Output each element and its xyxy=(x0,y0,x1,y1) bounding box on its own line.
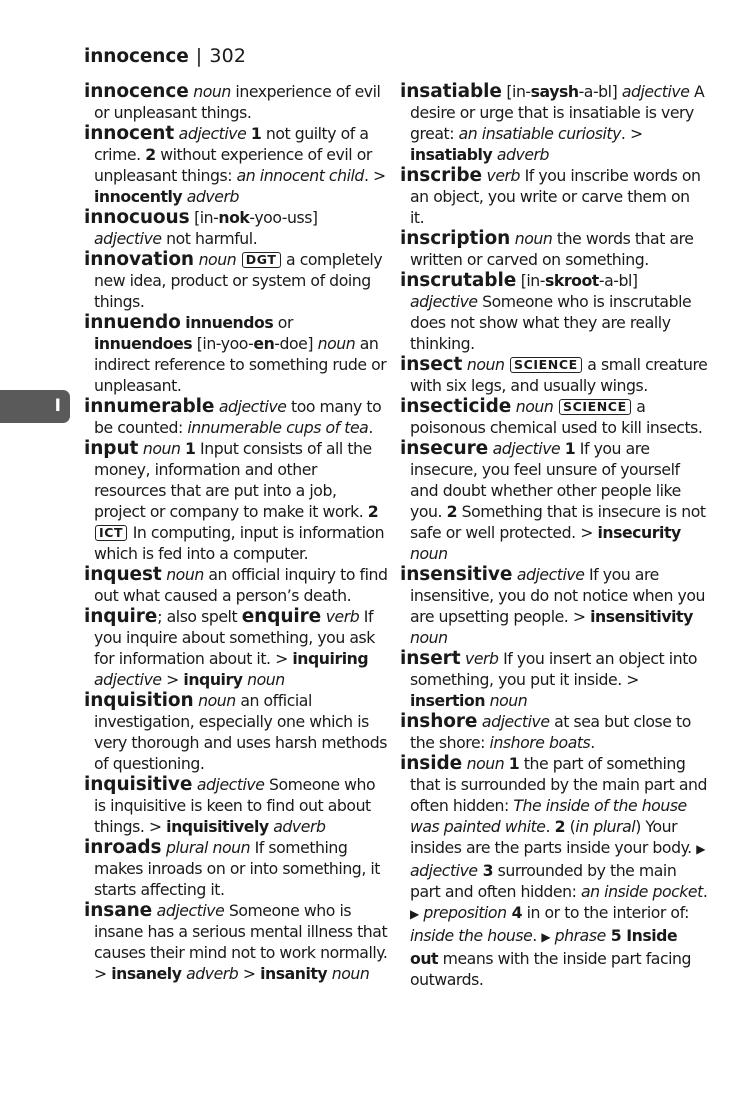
derivative: inquiring xyxy=(292,649,369,668)
sense-number: 1 xyxy=(508,754,520,773)
derivative: insertion xyxy=(410,691,486,710)
part-of-speech: adjective xyxy=(410,292,478,311)
part-of-speech: adjective xyxy=(156,901,225,920)
part-of-speech: verb xyxy=(325,607,360,626)
part-of-speech: noun xyxy=(466,355,505,374)
pronunciation: [in-nok-yoo-uss] xyxy=(194,208,318,227)
derivative-arrow: > xyxy=(270,649,293,668)
entry-insect xyxy=(400,354,708,396)
triangle-marker-icon: ▶ xyxy=(541,930,551,944)
variant-spelling: enquire xyxy=(241,606,322,627)
entry-insecticide xyxy=(400,396,708,438)
entry-innocence xyxy=(84,81,389,123)
part-of-speech: adverb xyxy=(186,964,239,983)
example: an insatiable curiosity xyxy=(458,124,621,143)
part-of-speech: adjective xyxy=(94,670,162,689)
derivative-arrow: > xyxy=(568,607,591,626)
entry-insane xyxy=(84,900,389,984)
headword: inroads xyxy=(84,837,162,858)
triangle-marker-icon: ▶ xyxy=(410,907,419,921)
headword: insensitive xyxy=(400,564,513,585)
part-of-speech: noun xyxy=(410,628,448,647)
punctuation: . xyxy=(590,733,595,752)
definition: not guilty of a crime. xyxy=(94,124,369,164)
sense-number: 1 xyxy=(185,439,196,458)
derivative: inquisitively xyxy=(166,817,269,836)
headword: innovation xyxy=(84,249,195,270)
sense-number: 2 xyxy=(145,145,156,164)
part-of-speech: adjective xyxy=(178,124,247,143)
definition: If you are insecure, you feel unsure of yourself and doubt whether other people like you. xyxy=(410,439,681,521)
or-text: or xyxy=(273,313,293,332)
derivative: insanity xyxy=(260,964,328,983)
derivative: insanely xyxy=(111,964,182,983)
punctuation: . xyxy=(363,166,369,185)
headword: inscrutable xyxy=(400,270,517,291)
part-of-speech: noun xyxy=(247,670,285,689)
definition: an official investigation, especially one which is very thorough and uses harsh methods of questioning. xyxy=(94,691,387,773)
headword: inquisitive xyxy=(84,774,193,795)
derivative: insatiably xyxy=(410,145,493,164)
definition: If something makes inroads on or into something, it starts affecting it. xyxy=(94,838,381,899)
entry-inquire xyxy=(84,606,389,690)
definition: at sea but close to the shore: xyxy=(410,712,691,752)
subject-label-dgt: DGT xyxy=(242,252,281,268)
definition: If you insert an object into something, you put it inside. xyxy=(410,649,698,689)
headword: insecure xyxy=(400,438,489,459)
definition: a completely new idea, product or system of doing things. xyxy=(94,250,383,311)
definition: Something that is insecure is not safe or well protected. xyxy=(410,502,706,542)
definition: If you inquire about something, you ask for information about it. xyxy=(94,607,375,668)
pronunciation: [in-saysh-a-bl] xyxy=(506,82,618,101)
derivative: insecurity xyxy=(597,523,681,542)
grammar-note: in plural xyxy=(575,817,636,836)
entry-inscrutable xyxy=(400,270,708,354)
definition: the part of something that is surrounded by the main part and often hidden: xyxy=(410,754,708,815)
definition: surrounded by the main part and often hidden: xyxy=(410,861,677,901)
thumb-index-tab: I xyxy=(0,390,70,423)
definition: Input consists of all the money, information and other resources that are put into a job, project or company to make it work. xyxy=(94,439,372,521)
definition: the words that are written or carved on something. xyxy=(410,229,694,269)
example: an inside pocket xyxy=(580,882,703,901)
part-of-speech: noun xyxy=(166,565,204,584)
subject-label-ict: ICT xyxy=(95,525,127,541)
sense-number: 2 xyxy=(554,817,566,836)
derivative: inquiry xyxy=(183,670,243,689)
entry-insert xyxy=(400,648,708,711)
definition: a poisonous chemical used to kill insects. xyxy=(410,397,703,437)
part-of-speech: adjective xyxy=(410,861,478,880)
definition: in or to the interior of: xyxy=(522,903,689,922)
headword: insane xyxy=(84,900,153,921)
headword: inshore xyxy=(400,711,478,732)
headword: insatiable xyxy=(400,81,502,102)
headword: innuendo xyxy=(84,312,181,333)
example: an innocent child xyxy=(236,166,364,185)
left-column xyxy=(84,81,389,984)
entry-inroads xyxy=(84,837,389,900)
part-of-speech: adjective xyxy=(492,439,561,458)
headword: insect xyxy=(400,354,463,375)
punctuation: . xyxy=(702,882,708,901)
entry-insensitive xyxy=(400,564,708,648)
entry-inscription xyxy=(400,228,708,270)
headword: insert xyxy=(400,648,461,669)
definition: means with the inside part facing outwards. xyxy=(410,949,692,989)
entry-inscribe xyxy=(400,165,708,228)
definition: Someone who is inquisitive is keen to find out about things. xyxy=(94,775,376,836)
part-of-speech: noun xyxy=(514,229,553,248)
punctuation: ( xyxy=(565,817,576,836)
entry-inquisitive xyxy=(84,774,389,837)
example: inshore boats xyxy=(489,733,591,752)
headword: inquire xyxy=(84,606,158,627)
derivative-arrow: > xyxy=(238,964,261,983)
definition: inexperience of evil or unpleasant things. xyxy=(94,82,381,122)
entry-inside xyxy=(400,753,708,990)
headword: insecticide xyxy=(400,396,512,417)
example: The inside of the house was painted white xyxy=(410,796,687,836)
phrase: Inside out xyxy=(410,926,678,968)
sense-number: 1 xyxy=(250,124,262,143)
entry-input xyxy=(84,438,389,564)
sense-number: 3 xyxy=(477,861,494,880)
definition: Someone who is inscrutable does not show what they are really thinking. xyxy=(410,292,692,353)
part-of-speech: adverb xyxy=(496,145,550,164)
entry-insecure xyxy=(400,438,708,564)
derivative-arrow: > xyxy=(94,964,112,983)
part-of-speech: noun xyxy=(410,544,448,563)
derivative-arrow: > xyxy=(621,670,639,689)
entry-innocuous xyxy=(84,207,389,249)
page-number: 302 xyxy=(209,45,247,67)
definition: an official inquiry to find out what caused a person’s death. xyxy=(94,565,388,605)
definition: without experience of evil or unpleasant things: xyxy=(94,145,372,185)
part-of-speech: noun xyxy=(489,691,528,710)
plural-form: innuendos xyxy=(185,313,274,332)
entry-inshore xyxy=(400,711,708,753)
triangle-marker-icon: ▶ xyxy=(696,842,706,856)
part-of-speech: verb xyxy=(486,166,521,185)
sense-number: 4 xyxy=(506,903,523,922)
part-of-speech: adjective xyxy=(196,775,265,794)
entry-innumerable xyxy=(84,396,389,438)
headword: innocent xyxy=(84,123,175,144)
headword: inscribe xyxy=(400,165,482,186)
definition: too many to be counted: xyxy=(94,397,382,437)
definition: Your insides are the parts inside your body. xyxy=(410,817,697,857)
part-of-speech: verb xyxy=(464,649,499,668)
entry-insatiable xyxy=(400,81,708,165)
sense-number: 5 xyxy=(605,926,622,945)
definition: If you are insensitive, you do not notice when you are upsetting people. xyxy=(410,565,705,626)
headword: innocuous xyxy=(84,207,190,228)
part-of-speech: noun xyxy=(198,250,237,269)
entry-innocent xyxy=(84,123,389,207)
pronunciation: [in-yoo-en-doe] xyxy=(196,334,314,353)
pronunciation: [in-skroot-a-bl] xyxy=(520,271,638,290)
punctuation: . xyxy=(532,926,542,945)
subject-label-science: SCIENCE xyxy=(510,357,582,373)
part-of-speech: noun xyxy=(142,439,181,458)
punctuation: ) xyxy=(635,817,646,836)
example: inside the house xyxy=(410,926,533,945)
derivative-arrow: > xyxy=(144,817,167,836)
part-of-speech: adverb xyxy=(273,817,326,836)
definition: Someone who is insane has a serious mental illness that causes their mind not to work normally. xyxy=(94,901,388,962)
part-of-speech: adverb xyxy=(186,187,239,206)
headword: inside xyxy=(400,753,463,774)
entry-inquest xyxy=(84,564,389,606)
part-of-speech: noun xyxy=(466,754,505,773)
part-of-speech: noun xyxy=(331,964,370,983)
part-of-speech: adjective xyxy=(481,712,550,731)
entry-innovation xyxy=(84,249,389,312)
entry-innuendo xyxy=(84,312,389,396)
headword: inquest xyxy=(84,564,162,585)
part-of-speech: preposition xyxy=(418,903,507,922)
part-of-speech: adjective xyxy=(516,565,585,584)
part-of-speech: adjective xyxy=(94,229,162,248)
derivative-arrow: > xyxy=(625,124,643,143)
headword: input xyxy=(84,438,139,459)
definition: a small creature with six legs, and usually wings. xyxy=(410,355,708,395)
derivative: insensitivity xyxy=(590,607,693,626)
part-of-speech: adjective xyxy=(621,82,690,101)
running-headword: innocence xyxy=(84,46,189,67)
right-column xyxy=(400,81,708,990)
part-of-speech: noun xyxy=(193,82,231,101)
entry-inquisition xyxy=(84,690,389,774)
part-of-speech: noun xyxy=(198,691,236,710)
subject-label-science: SCIENCE xyxy=(559,399,631,415)
headword: innumerable xyxy=(84,396,215,417)
sense-number: 2 xyxy=(367,502,379,521)
part-of-speech: plural noun xyxy=(165,838,251,857)
definition: If you inscribe words on an object, you write or carve them on it. xyxy=(410,166,701,227)
derivative: innocently xyxy=(94,187,183,206)
punctuation: . xyxy=(620,124,626,143)
sense-number: 2 xyxy=(446,502,458,521)
also-spelt-text: ; also spelt xyxy=(157,607,242,626)
definition: A desire or urge that is insatiable is very great: xyxy=(410,82,705,143)
part-of-speech: adjective xyxy=(218,397,287,416)
example: innumerable cups of tea xyxy=(187,418,369,437)
running-separator: | xyxy=(195,45,203,67)
definition: not harmful. xyxy=(161,229,258,248)
punctuation: . xyxy=(368,418,373,437)
part-of-speech: noun xyxy=(317,334,356,353)
sense-number: 1 xyxy=(564,439,576,458)
punctuation: . xyxy=(545,817,555,836)
headword: inquisition xyxy=(84,690,194,711)
headword: innocence xyxy=(84,81,189,102)
derivative-arrow: > xyxy=(575,523,598,542)
definition: an indirect reference to something rude or unpleasant. xyxy=(94,334,387,395)
part-of-speech: phrase xyxy=(550,926,606,945)
definition: In computing, input is information which is fed into a computer. xyxy=(94,523,385,563)
running-head xyxy=(84,45,246,67)
derivative-arrow: > xyxy=(161,670,184,689)
plural-form: innuendoes xyxy=(94,334,193,353)
part-of-speech: noun xyxy=(515,397,554,416)
derivative-arrow: > xyxy=(368,166,386,185)
headword: inscription xyxy=(400,228,511,249)
